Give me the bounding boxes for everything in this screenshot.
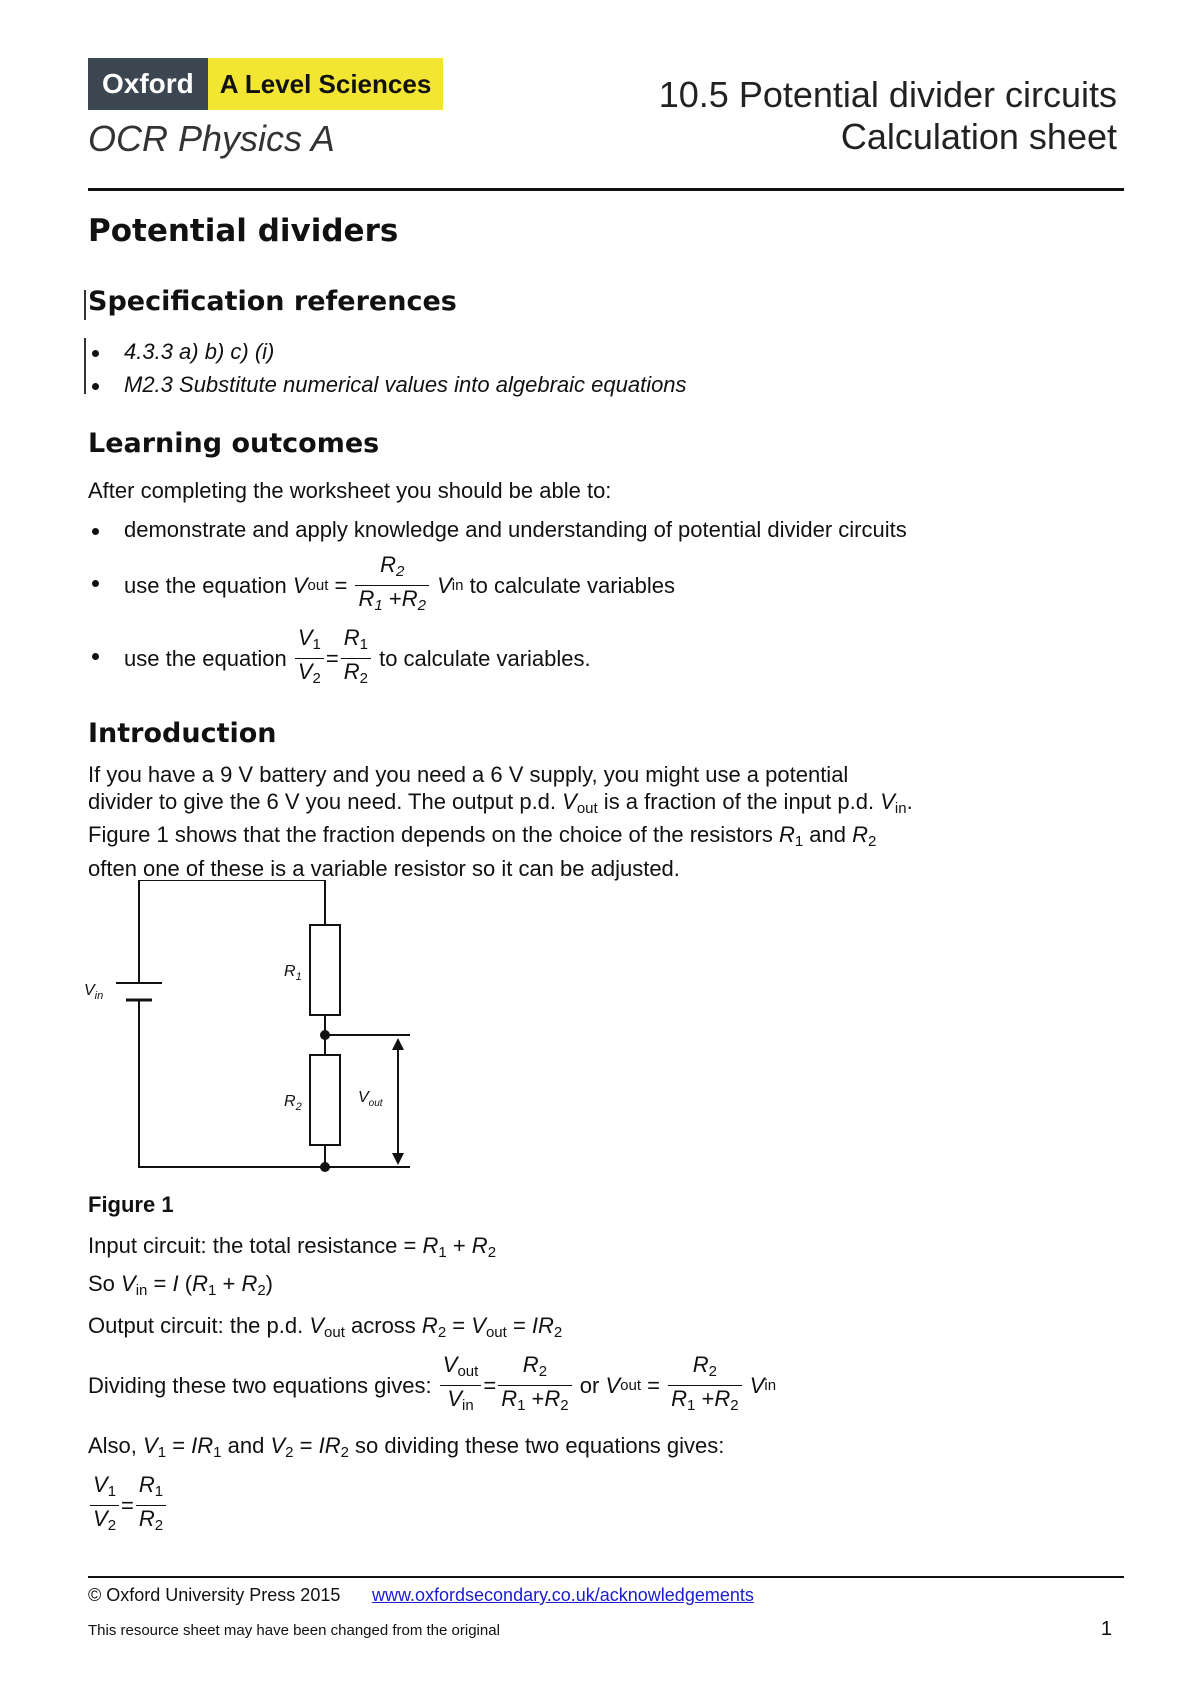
resistor-r1 [310,925,340,1015]
page-number: 1 [1100,1618,1112,1640]
derivation-line: Output circuit: the p.d. $V_{out}$ across $R_2 = V_{out} = IR_2$ [88,1313,563,1341]
junction-dot [320,1030,330,1040]
subject-title: OCR Physics A [88,118,335,159]
equation-fraction: $\frac{V_{out}}{V_{in}}$ [440,1352,482,1419]
spec-heading: Specification references [88,286,457,317]
intro-heading: Introduction [88,718,277,749]
label-vout: $V_{out}$ [358,1089,383,1109]
equation-fraction: $\frac{V_1}{V_2}$ [90,1472,119,1539]
outcomes-lead: After completing the worksheet you should be able to: [88,478,612,503]
bullet-icon [92,528,99,535]
derivation-line: Input circuit: the total resistance = $R_1 + R_2$ [88,1233,497,1261]
label-vin: $V_{in}$ [84,982,104,1002]
equation-fraction: $\frac{V_1}{V_2}$ [295,625,324,692]
derivation-line: Also, $V_1 = IR_1$ and $V_2 = IR_2$ so dividing these two equations gives: [88,1433,725,1461]
figure-caption: Figure 1 [88,1192,174,1217]
circuit-wire-bottom [139,1000,325,1167]
derivation-line: $\frac{V_1}{V_2}$ = $\frac{R_1}{R_2}$ [88,1472,168,1538]
margin-mark [84,338,86,394]
brand-sciences: A Level Sciences [208,58,444,110]
arrow-up-icon [392,1038,404,1050]
equation-fraction: $\frac{R_1}{R_2}$ [341,625,371,692]
header-rule [88,188,1124,191]
bullet-icon [92,653,99,660]
bullet-icon [92,580,99,587]
acknowledgements-link[interactable]: www.oxfordsecondary.co.uk/acknowledgements [372,1585,754,1605]
potential-divider-circuit [80,880,440,1180]
derivation-line: So $V_{in} = I$ $(R_1 + R_2)$ [88,1271,273,1299]
footer-copyright: © Oxford University Press 2015 [88,1585,341,1605]
equation-fraction: $\frac{R_2}{R_1 +R_2}$ [355,552,428,619]
footer-rule [88,1576,1124,1578]
title-line-2: Calculation sheet [840,116,1117,157]
label-r1: $R_1$ [284,963,302,983]
arrow-down-icon [392,1153,404,1165]
intro-paragraph: If you have a 9 V battery and you need a 6 V supply, you might use a potential divider to give the 6 V you need. The output p.d. $V_{out}$ is a fraction of the input p.d. $V_{in}$. Figure 1 shows that the fraction depends on the choice of the resistors $R_1$ and $R_2$ often one of these is a variable resistor so it can be adjusted. [88,762,913,881]
bullet-icon [92,383,99,390]
margin-mark [84,290,86,320]
label-r2: $R_2$ [284,1093,302,1113]
derivation-line: Dividing these two equations gives: $\frac{V_{out}}{V_{in}}$ = $\frac{R_2}{R_1 +R_2}$ or V out = $\frac{R_2}{R_1 +R_2}$ V in [88,1352,776,1418]
equation-fraction: $\frac{R_1}{R_2}$ [136,1472,166,1539]
resistor-r2 [310,1055,340,1145]
brand-logo [88,58,443,110]
document-title [659,74,1117,158]
equation-fraction: $\frac{R_2}{R_1 +R_2}$ [668,1352,741,1419]
brand-oxford: Oxford [88,58,208,110]
equation-fraction: $\frac{R_2}{R_1 +R_2}$ [498,1352,571,1419]
worksheet-page: Oxford A Level Sciences OCR Physics A 10.5 Potential divider circuits Calculation sheet Potential dividers Specification references 4.3.3 a) b) c) (i) M2.3 Substitute numerical values into algebraic equations Learning outcomes After completing the worksheet you should be able to: demonstrate and apply knowledge and understanding of potential divider circuits use the equation V out = $\frac{R_2}{R_1 +R_2}$ V in to calculate variables use the equation $\frac{V_1}{V_2}$ = $\frac{R_1}{R_2}$ to calculate variables. Introduction If you have a 9 V battery and you need a 6 V supply, you might use a potential divider to give the 6 V you need. The output p.d. $V_{out}$ is a fraction of the input p.d. $V_{in}$. Figure 1 shows that the fraction depends on the choice of the resistors $R_1$ and $R_2$ often one of these is a variable resistor so it can be adjusted. $V_{in}$ $R_1$ $R_2$ $V_{out}$ Figure 1 Input circuit: the total resistance = $R_1 + R_2$ So $V_{in} = I$ $(R_1 + R_2)$ Output circuit: the p.d. $V_{out}$ across $R_2 = V_{out} = IR_2$ Dividing these two equations gives: $\frac{V_{out}}{V_{in}}$ = $\frac{R_2}{R_1 +R_2}$ or V out = $\frac{R_2}{R_1 +R_2}$ V in Also, $V_1 = IR_1$ and $V_2 = IR_2$ so dividing these two equations gives: $\frac{V_1}{V_2}$ = $\frac{R_1}{R_2}$ © Oxford University Press 2015 www.oxfordsecondary.co.uk/acknowledgements This resource sheet may have been changed from the original 1 [0,0,1200,1696]
bullet-icon [92,350,99,357]
outcomes-heading: Learning outcomes [88,428,380,459]
main-heading: Potential dividers [88,213,399,249]
footer-note: This resource sheet may have been changed from the original [88,1622,500,1639]
circuit-wire-top [139,880,325,925]
junction-dot [320,1162,330,1172]
title-line-1: 10.5 Potential divider circuits [658,74,1117,115]
